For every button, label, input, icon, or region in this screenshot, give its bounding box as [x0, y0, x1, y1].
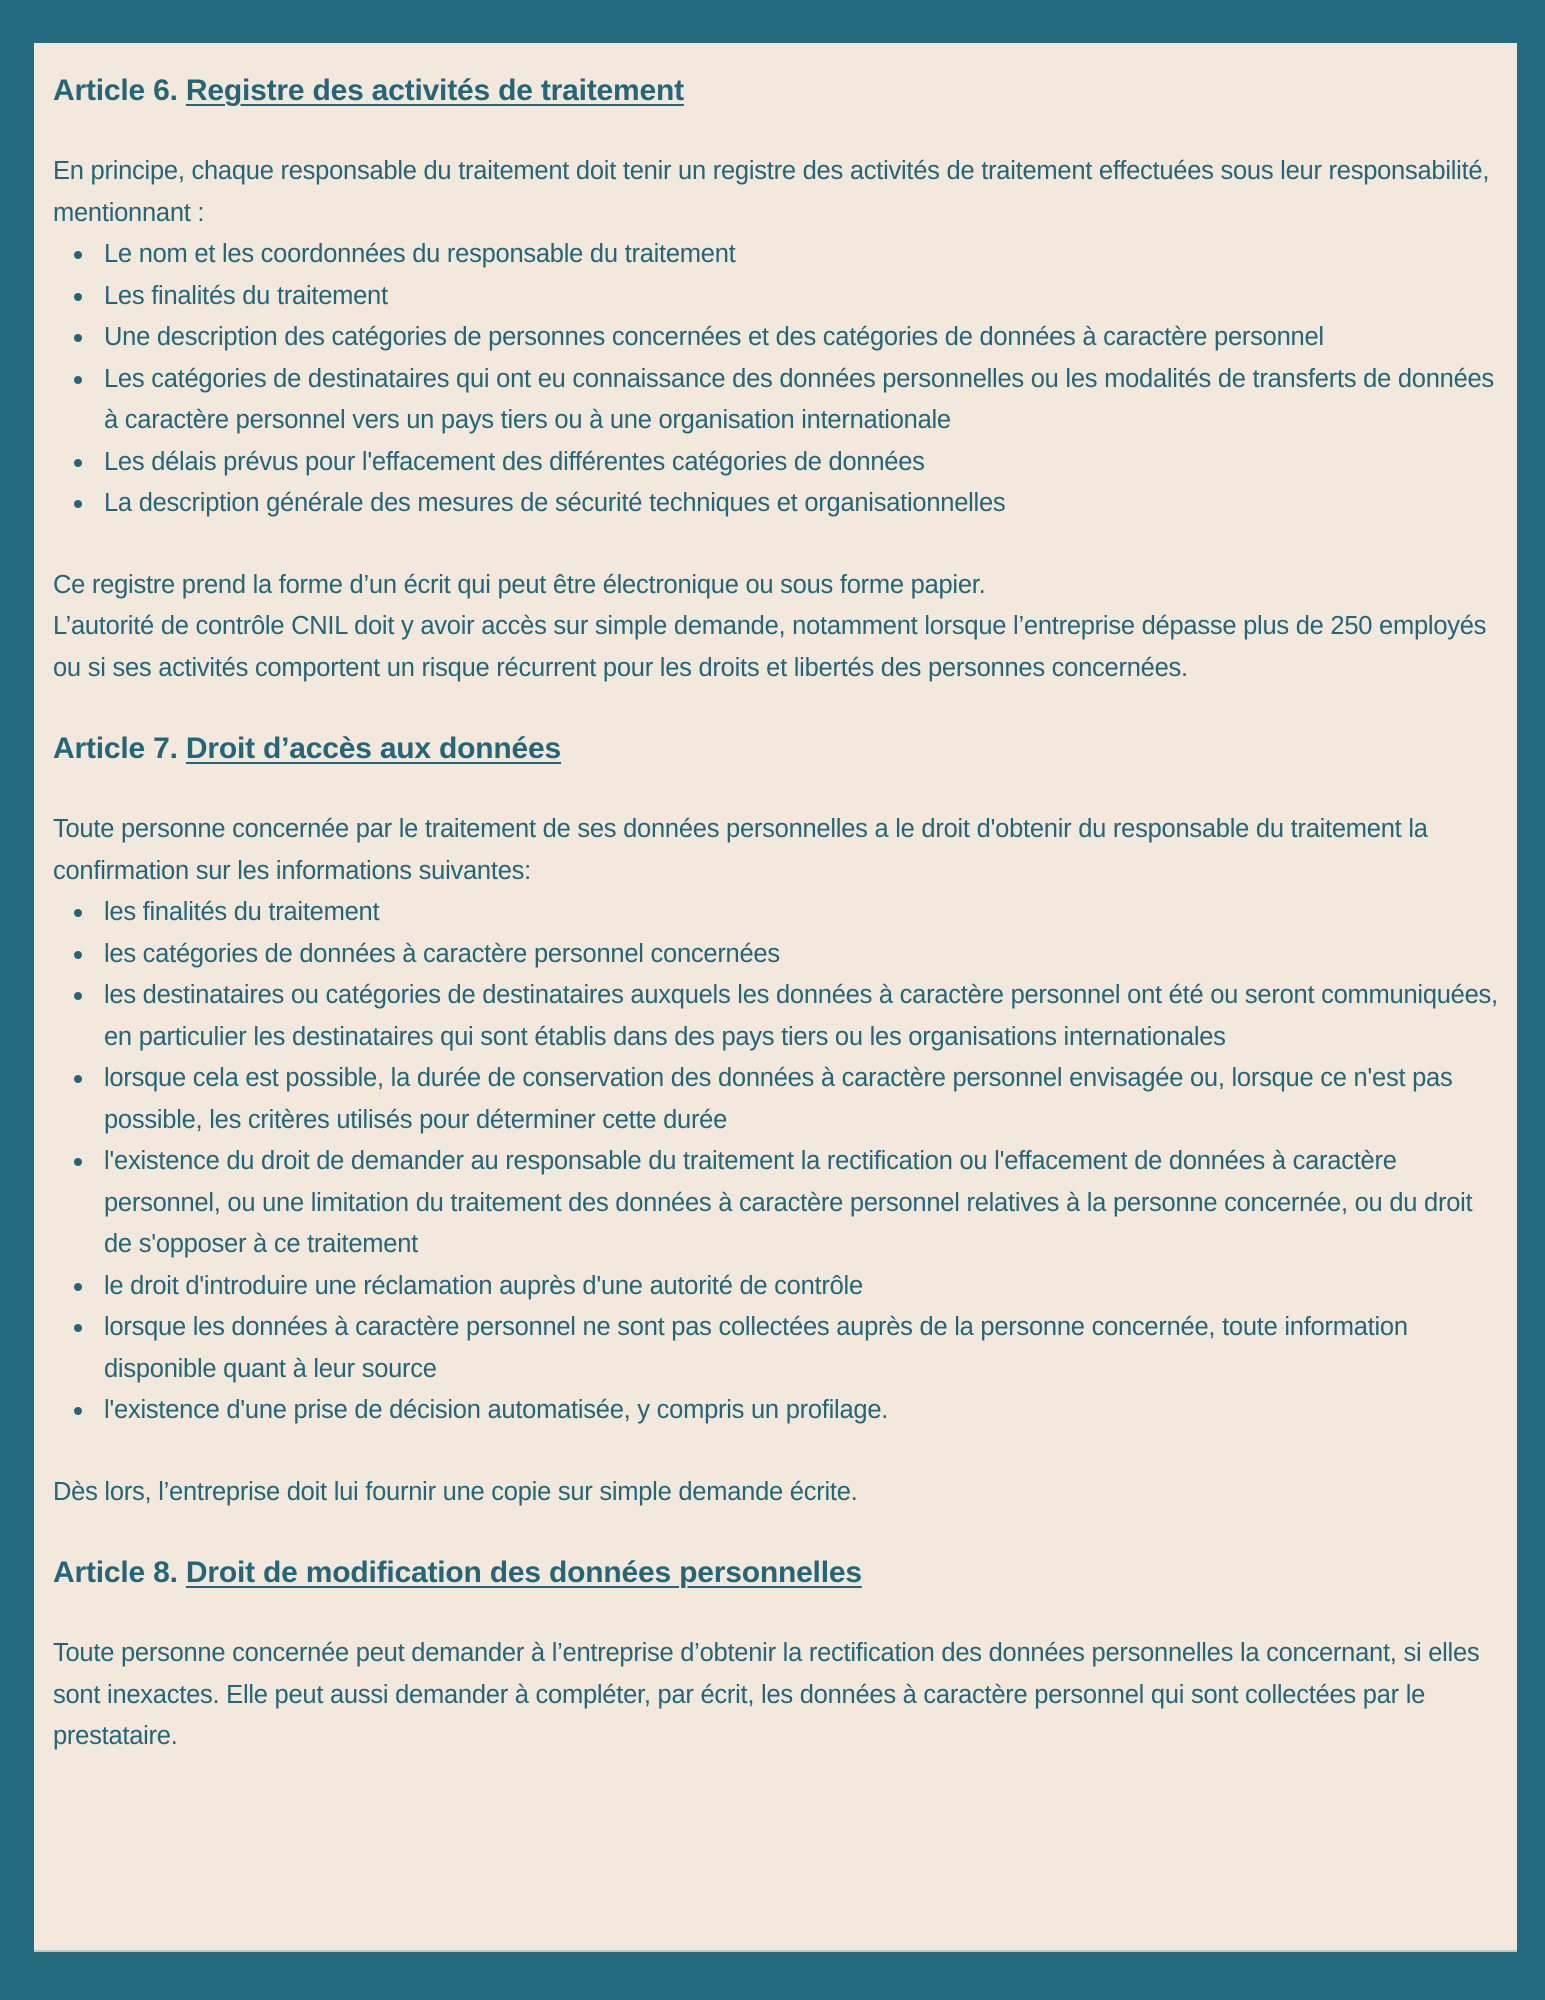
article-heading — [53, 1553, 1499, 1593]
list-item: l'existence d'une prise de décision automatisée, y compris un profilage. — [104, 1390, 1499, 1432]
list-item: La description générale des mesures de sécurité techniques et organisationnelles — [104, 483, 1499, 525]
list-item: Une description des catégories de personnes concernées et des catégories de données à caractère personnel — [104, 317, 1499, 359]
list-item: Les finalités du traitement — [104, 276, 1499, 318]
article-paragraph: Dès lors, l’entreprise doit lui fournir une copie sur simple demande écrite. — [53, 1477, 858, 1506]
list-item: les destinataires ou catégories de destinataires auxquels les données à caractère personnel ont été ou seront communiquées, en particulier les destinataires qui sont établis dans des pays tiers ou les organisations internationales — [104, 975, 1499, 1058]
article-title-link[interactable]: Droit d’accès aux données — [185, 732, 562, 765]
article-paragraph: Ce registre prend la forme d’un écrit qui peut être électronique ou sous forme papier. — [53, 570, 986, 599]
list-item: Les délais prévus pour l'effacement des différentes catégories de données — [104, 442, 1499, 484]
article-title-link[interactable]: Registre des activités de traitement — [185, 74, 684, 107]
list-item: lorsque cela est possible, la durée de conservation des données à caractère personnel envisagée ou, lorsque ce n'est pas possible, les critères utilisés pour déterminer cette durée — [104, 1058, 1499, 1141]
article-heading — [53, 729, 1499, 769]
article-number: Article 7. — [53, 732, 178, 765]
article-number: Article 6. — [53, 74, 178, 107]
bullet-list — [53, 892, 1499, 1432]
list-item: Les catégories de destinataires qui ont eu connaissance des données personnelles ou les modalités de transferts de données à caractère personnel vers un pays tiers ou à une organisation internationale — [104, 359, 1499, 442]
list-item: l'existence du droit de demander au responsable du traitement la rectification ou l'effacement de données à caractère personnel, ou une limitation du traitement des données à caractère personnel relatives à la personne concernée, ou du droit de s'opposer à ce traitement — [104, 1141, 1499, 1266]
bullet-list — [53, 234, 1499, 525]
list-item: le droit d'introduire une réclamation auprès d'une autorité de contrôle — [104, 1266, 1499, 1308]
article-paragraph: L’autorité de contrôle CNIL doit y avoir accès sur simple demande, notamment lorsque l’entreprise dépasse plus de 250 employés ou si ses activités comportent un risque récurrent pour les droits et libertés des personnes concernées. — [53, 612, 1487, 682]
article-intro: Toute personne concernée peut demander à l’entreprise d’obtenir la rectification des données personnelles la concernant, si elles sont inexactes. Elle peut aussi demander à compléter, par écrit, les données à caractère personnel qui sont collectées par le prestataire. — [53, 1639, 1480, 1750]
article-6 — [53, 71, 1499, 689]
list-item: lorsque les données à caractère personnel ne sont pas collectées auprès de la personne concernée, toute information disponible quant à leur source — [104, 1307, 1499, 1390]
list-item: les finalités du traitement — [104, 892, 1499, 934]
article-number: Article 8. — [53, 1556, 178, 1589]
article-intro: En principe, chaque responsable du traitement doit tenir un registre des activités de traitement effectuées sous leur responsabilité, mentionnant : — [53, 157, 1490, 227]
article-heading — [53, 71, 1499, 111]
article-intro: Toute personne concernée par le traitement de ses données personnelles a le droit d'obtenir du responsable du traitement la confirmation sur les informations suivantes: — [53, 815, 1428, 885]
list-item: les catégories de données à caractère personnel concernées — [104, 934, 1499, 976]
article-7 — [53, 729, 1499, 1513]
list-item: Le nom et les coordonnées du responsable du traitement — [104, 234, 1499, 276]
document-panel — [34, 43, 1517, 1952]
article-8 — [53, 1553, 1499, 1758]
article-title-link[interactable]: Droit de modification des données personnelles — [185, 1556, 862, 1589]
